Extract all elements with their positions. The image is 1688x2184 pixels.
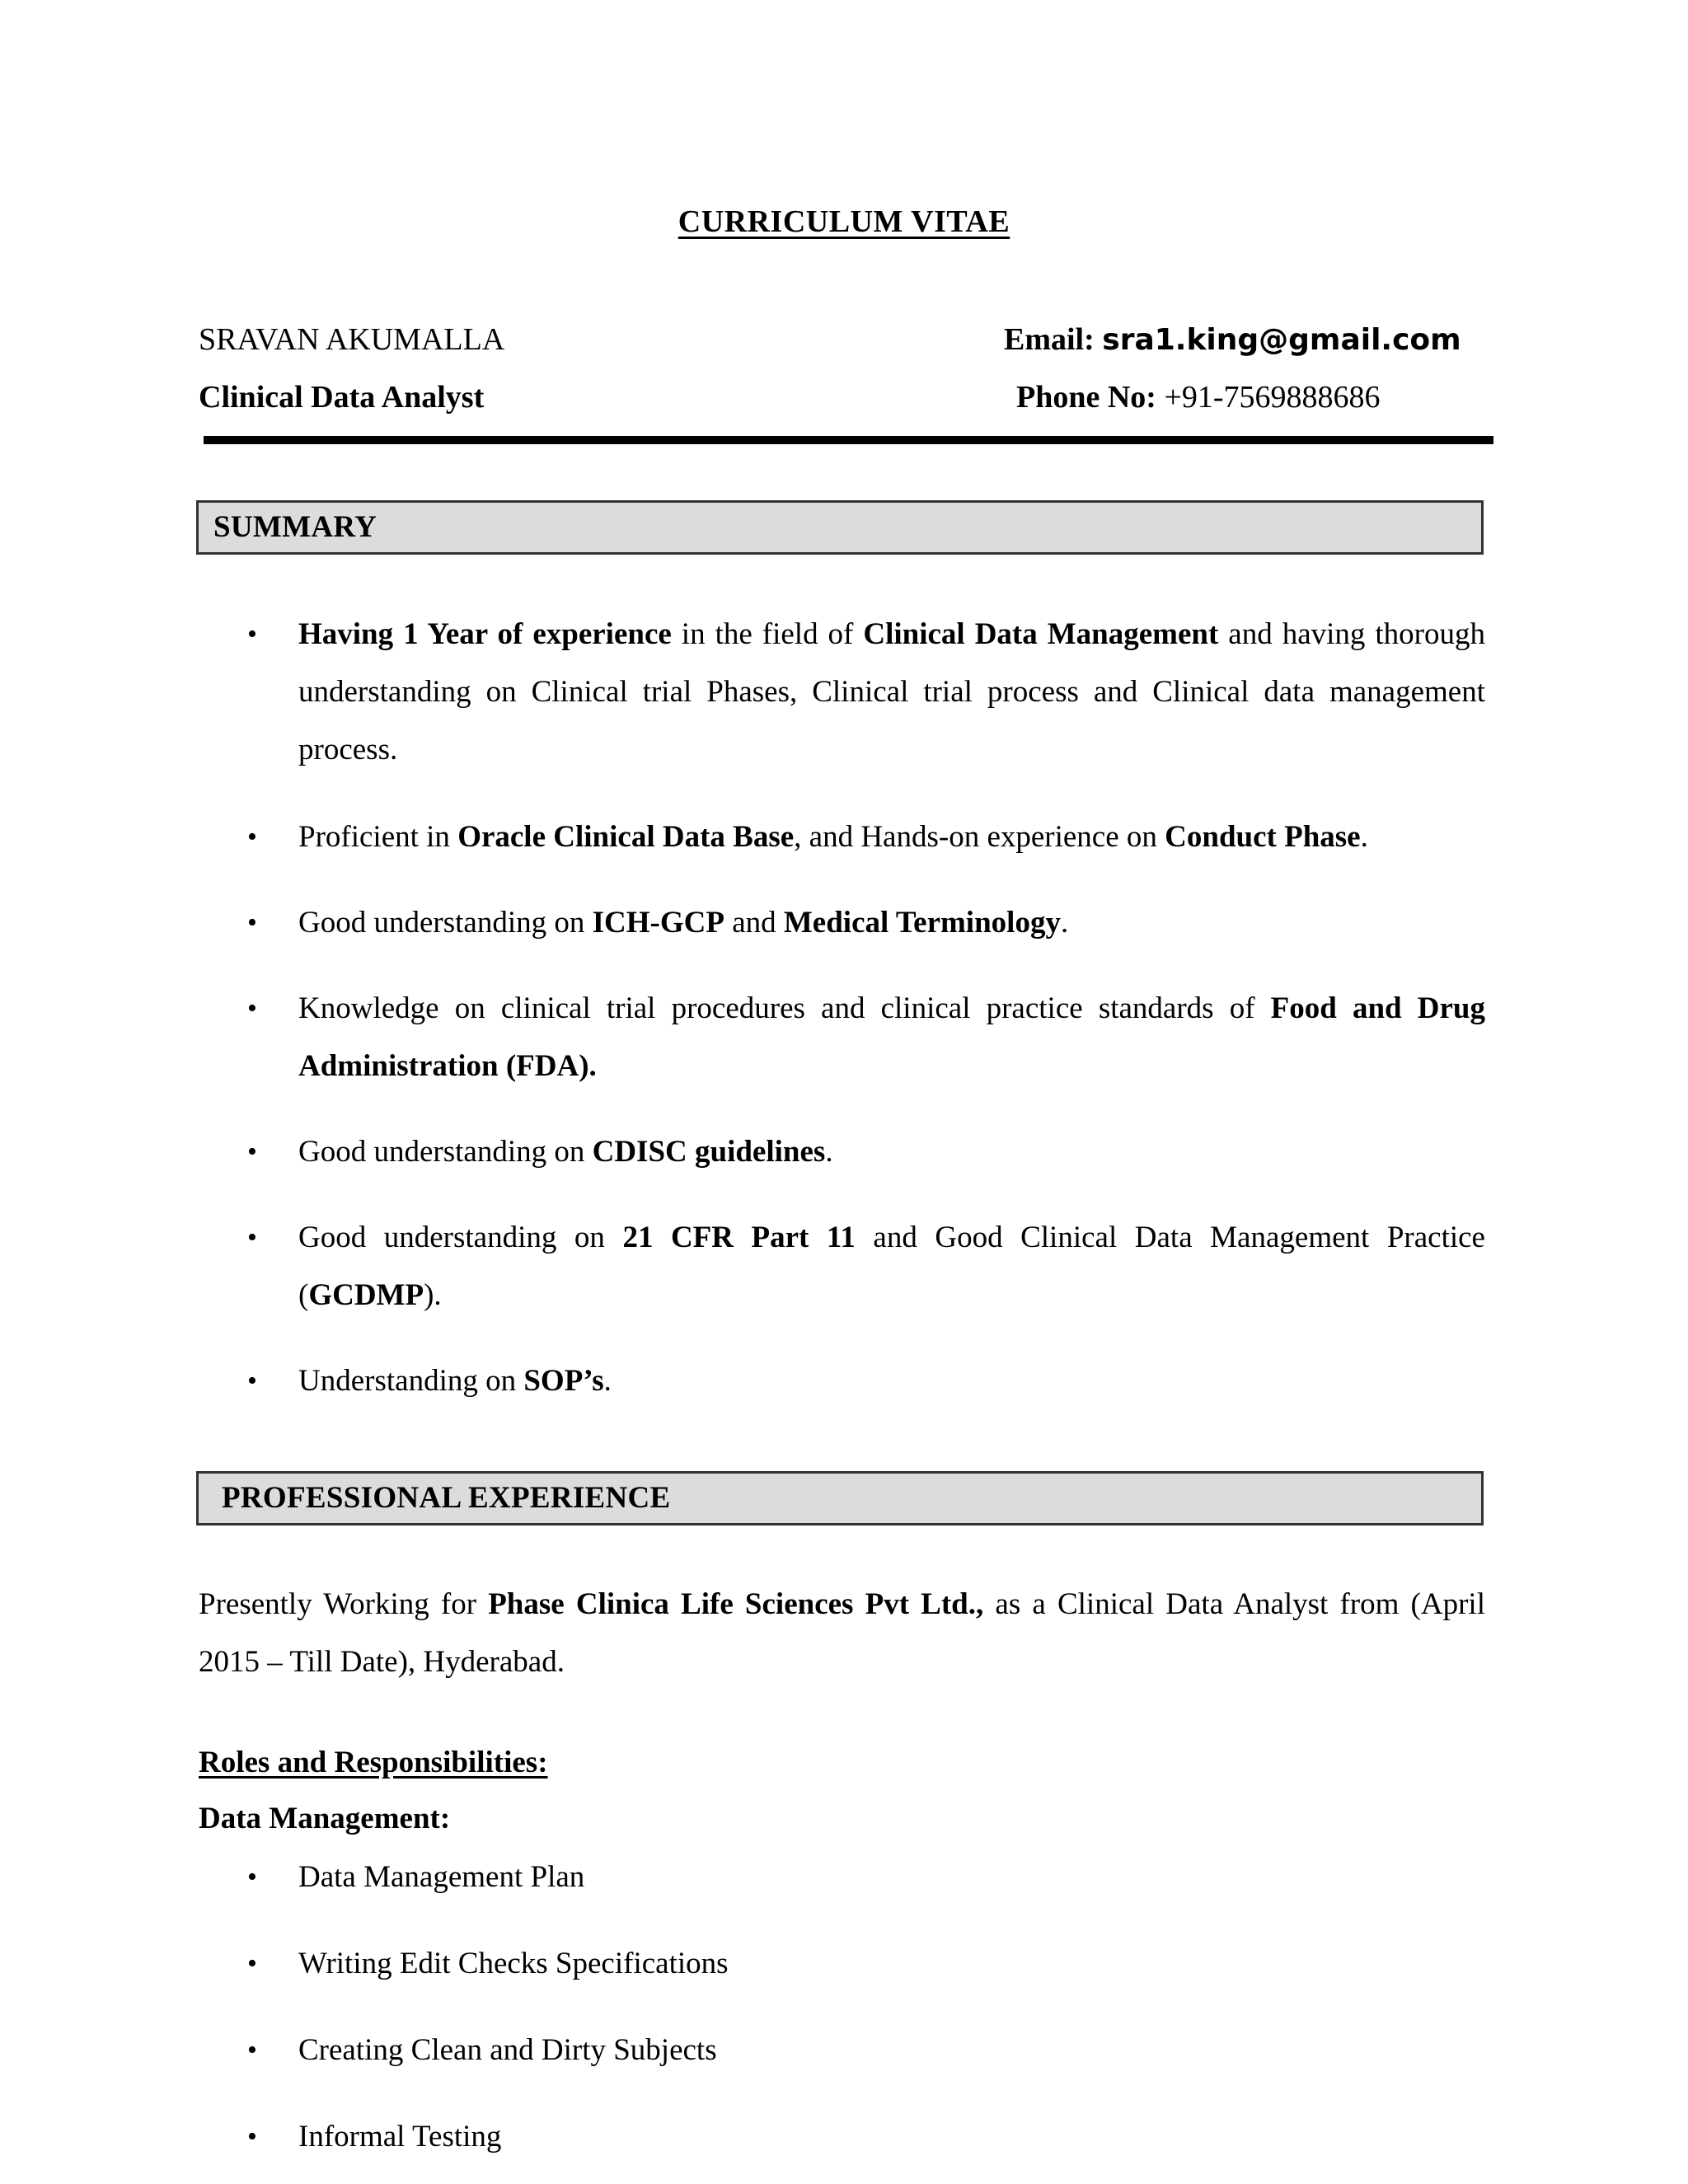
candidate-name: SRAVAN AKUMALLA (199, 322, 505, 357)
summary-item-6: • Good understanding on 21 CFR Part 11 and Good Clinical Data Management Practice (GCDMP). (247, 1209, 1485, 1324)
summary-list (247, 606, 1485, 1410)
summary-item-7: • Understanding on SOP’s. (247, 1352, 1485, 1410)
summary-item-3: • Good understanding on ICH-GCP and Medical Terminology. (247, 894, 1485, 952)
summary-item-2: • Proficient in Oracle Clinical Data Base, and Hands-on experience on Conduct Phase. (247, 808, 1485, 866)
company-name: Phase Clinica Life Sciences Pvt Ltd., (488, 1587, 984, 1621)
bullet-icon: • (247, 907, 257, 938)
bullet-icon: • (247, 2121, 257, 2152)
phone-line (1016, 377, 1381, 417)
summary-item-1: • Having 1 Year of experience in the field of Clinical Data Management and having thorough understanding on Clinical trial Phases, Clinical trial process and Clinical data management process. (247, 606, 1485, 779)
bullet-icon: • (247, 1366, 257, 1396)
summary-item-4: • Knowledge on clinical trial procedures and clinical practice standards of Food and Drug Administration (FDA). (247, 980, 1485, 1095)
data-management-heading: Data Management: (199, 1802, 451, 1835)
summary-heading: SUMMARY (196, 500, 1484, 555)
dm-item-3: • Creating Clean and Dirty Subjects (247, 2022, 1485, 2079)
data-management-list (247, 1849, 1485, 2166)
bullet-icon: • (247, 619, 257, 649)
email-address: sra1.king@gmail.com (1102, 323, 1461, 357)
roles-heading: Roles and Responsibilities: (199, 1746, 548, 1779)
experience-heading: PROFESSIONAL EXPERIENCE (196, 1471, 1484, 1526)
bullet-icon: • (247, 822, 257, 852)
dm-item-4: • Informal Testing (247, 2108, 1485, 2166)
experience-summary: Presently Working for Phase Clinica Life Sciences Pvt Ltd., as a Clinical Data Analyst from (April 2015 – Till Date), Hyderabad. (199, 1587, 1485, 1679)
email-label: Email: (1004, 322, 1095, 357)
bullet-icon: • (247, 1137, 257, 1167)
phone-number: +91-7569888686 (1164, 380, 1381, 415)
dm-item-2: • Writing Edit Checks Specifications (247, 1935, 1485, 1993)
bullet-icon: • (247, 1222, 257, 1253)
phone-label: Phone No: (1016, 380, 1156, 415)
bullet-icon: • (247, 2035, 257, 2065)
header-divider (204, 436, 1493, 444)
bullet-icon: • (247, 1948, 257, 1979)
email-line (1004, 320, 1461, 360)
candidate-role: Clinical Data Analyst (199, 380, 485, 415)
summary-item-5: • Good understanding on CDISC guidelines. (247, 1123, 1485, 1181)
document-title: CURRICULUM VITAE (678, 204, 1010, 239)
bullet-icon: • (247, 993, 257, 1024)
dm-item-1: • Data Management Plan (247, 1849, 1485, 1906)
bullet-icon: • (247, 1862, 257, 1892)
